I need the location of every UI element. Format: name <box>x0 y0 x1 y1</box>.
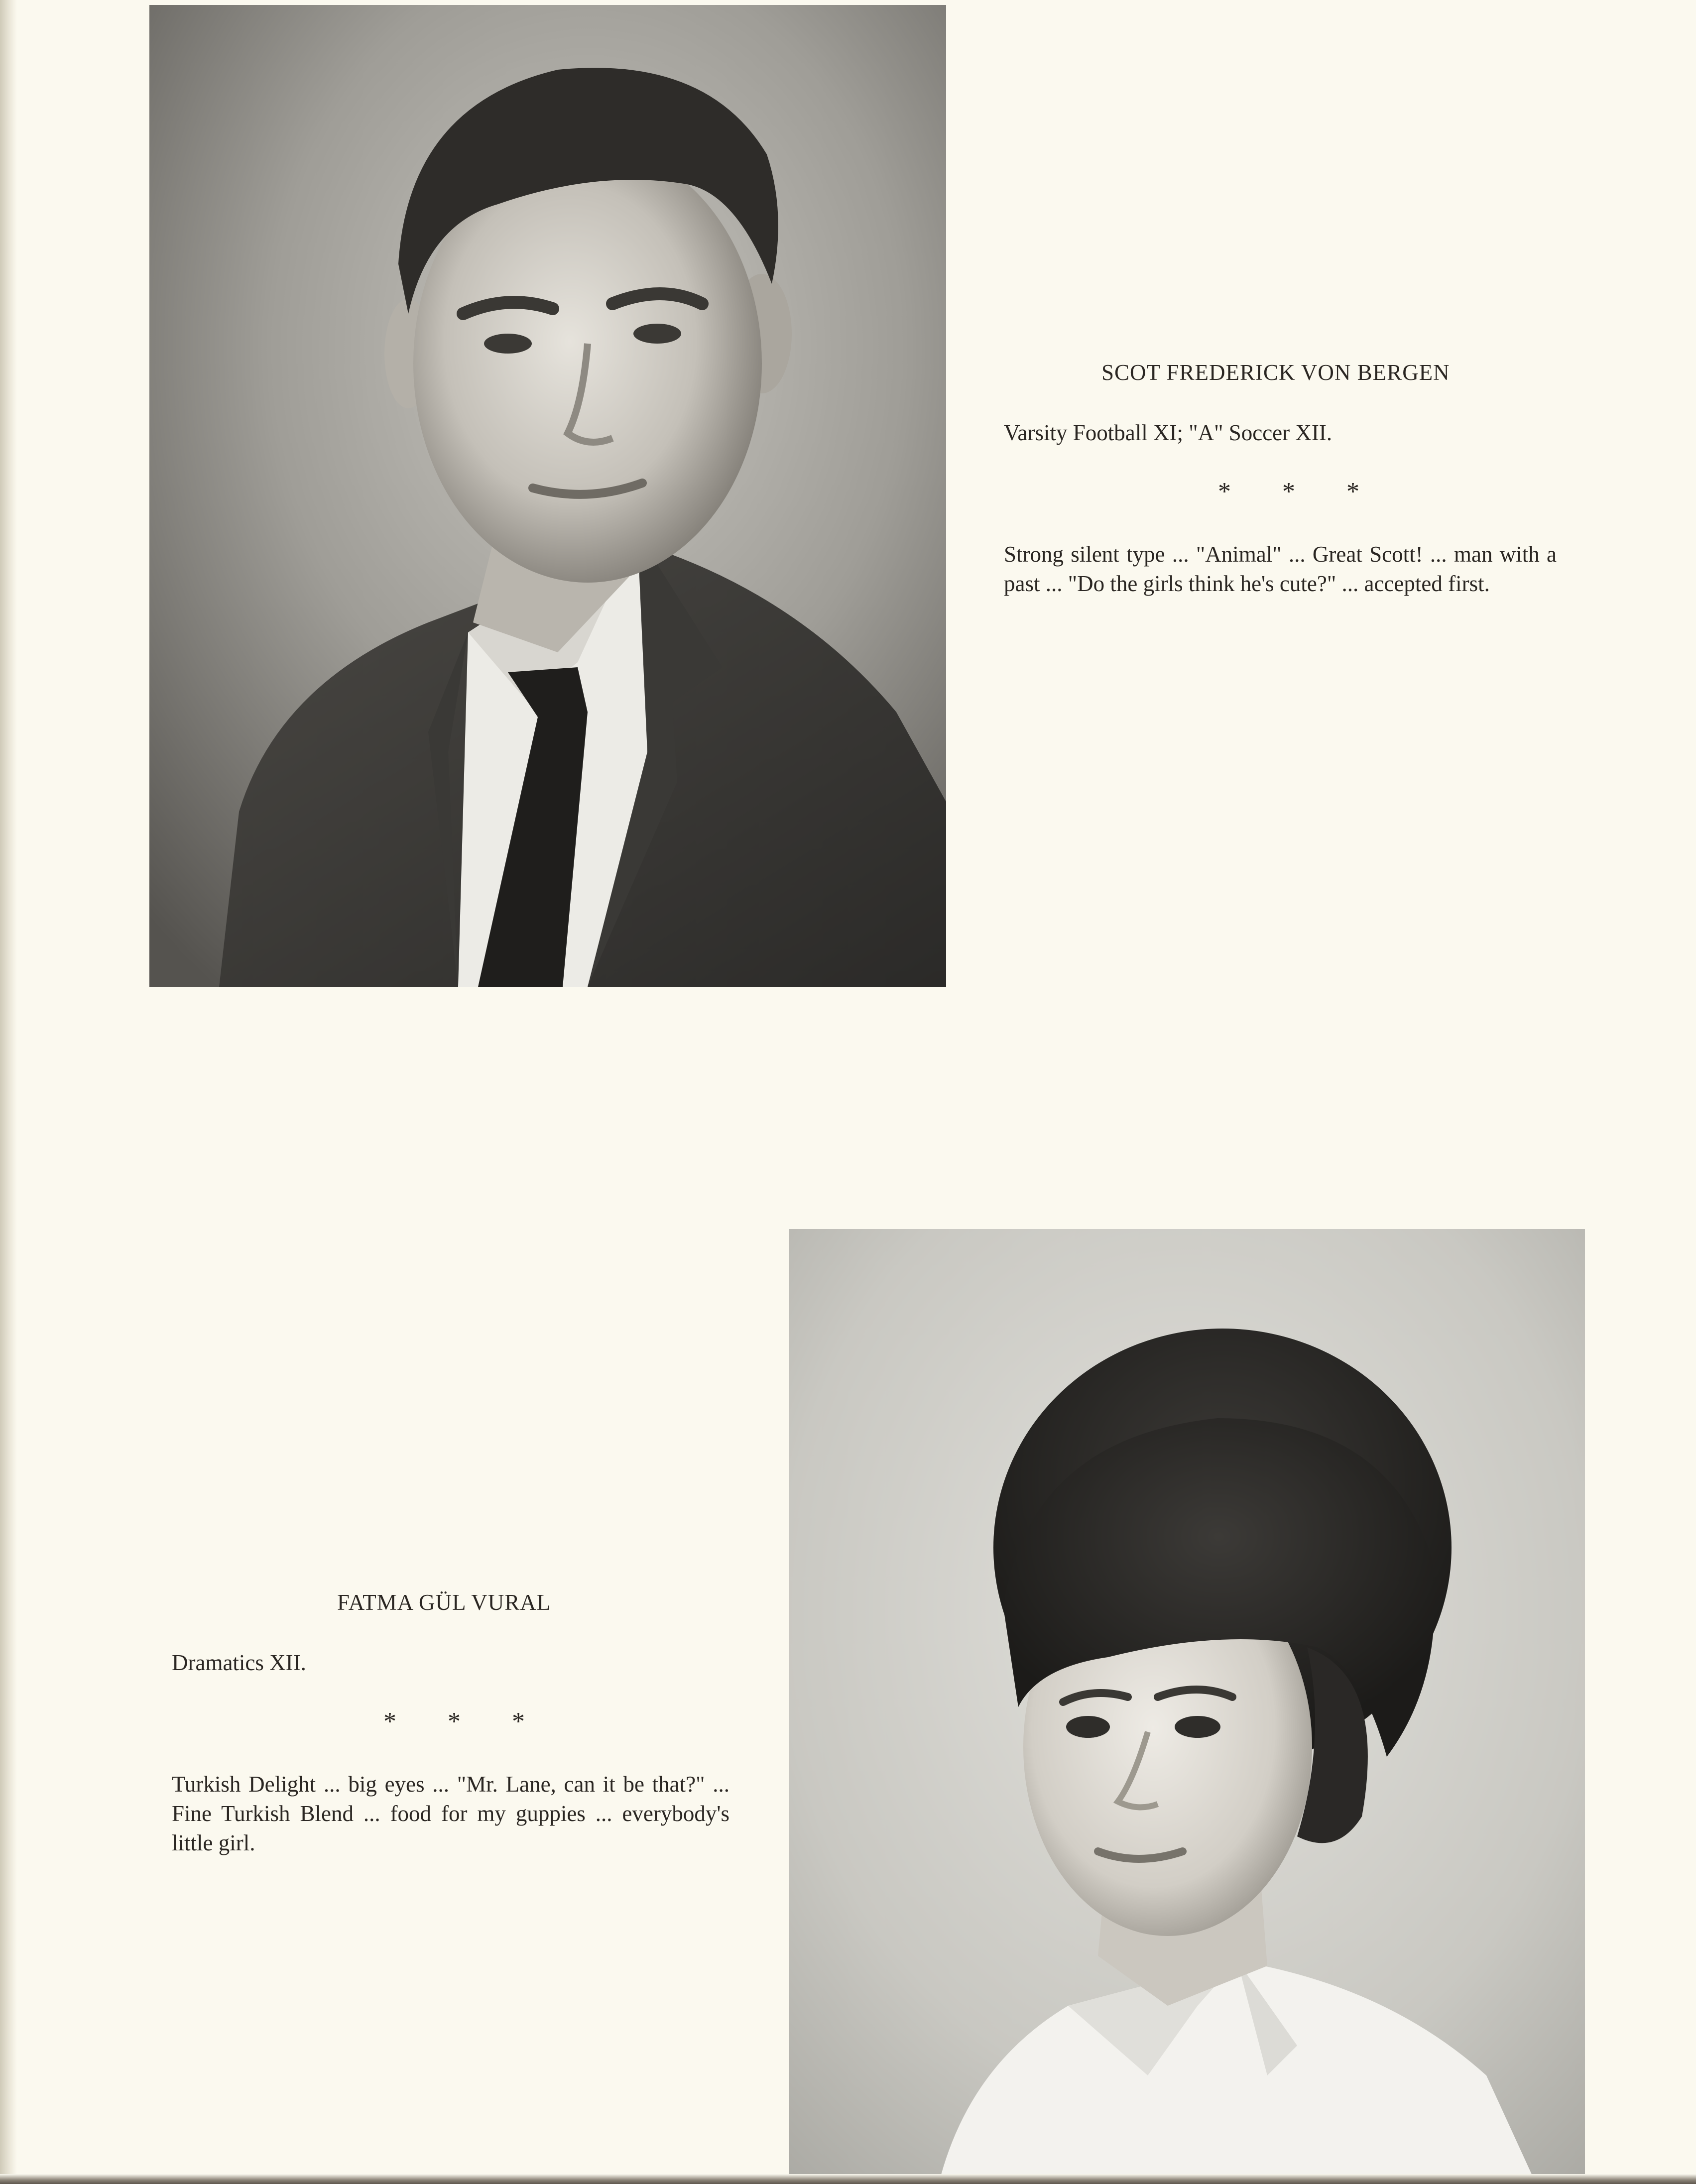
portrait-woman-image <box>789 1229 1585 2184</box>
page-binding-edge <box>0 0 17 2184</box>
student-entry-1 <box>1004 362 1567 599</box>
portrait-man-image <box>149 5 946 987</box>
student-activities: Varsity Football XI; "A" Soccer XII. <box>1004 420 1333 445</box>
student-blurb: Strong silent type ... "Animal" ... Great Scott! ... man with a past ... "Do the girls think he's cute?" ... accepted first. <box>1004 542 1557 596</box>
portrait-photo-fatma-vural <box>789 1229 1585 2184</box>
student-entry-2 <box>172 1591 749 1858</box>
student-name: FATMA GÜL VURAL <box>337 1590 551 1615</box>
asterisk-separator: * * * <box>1218 478 1359 506</box>
student-activities: Dramatics XII. <box>172 1650 306 1675</box>
portrait-photo-scot-von-bergen <box>149 5 946 987</box>
student-name: SCOT FREDERICK VON BERGEN <box>1101 360 1450 385</box>
student-blurb: Turkish Delight ... big eyes ... "Mr. Lane, can it be that?" ... Fine Turkish Blend ... food for my guppies ... everybody's little girl. <box>172 1772 729 1855</box>
page-bottom-edge <box>0 2174 1696 2184</box>
asterisk-separator: * * * <box>383 1707 525 1736</box>
